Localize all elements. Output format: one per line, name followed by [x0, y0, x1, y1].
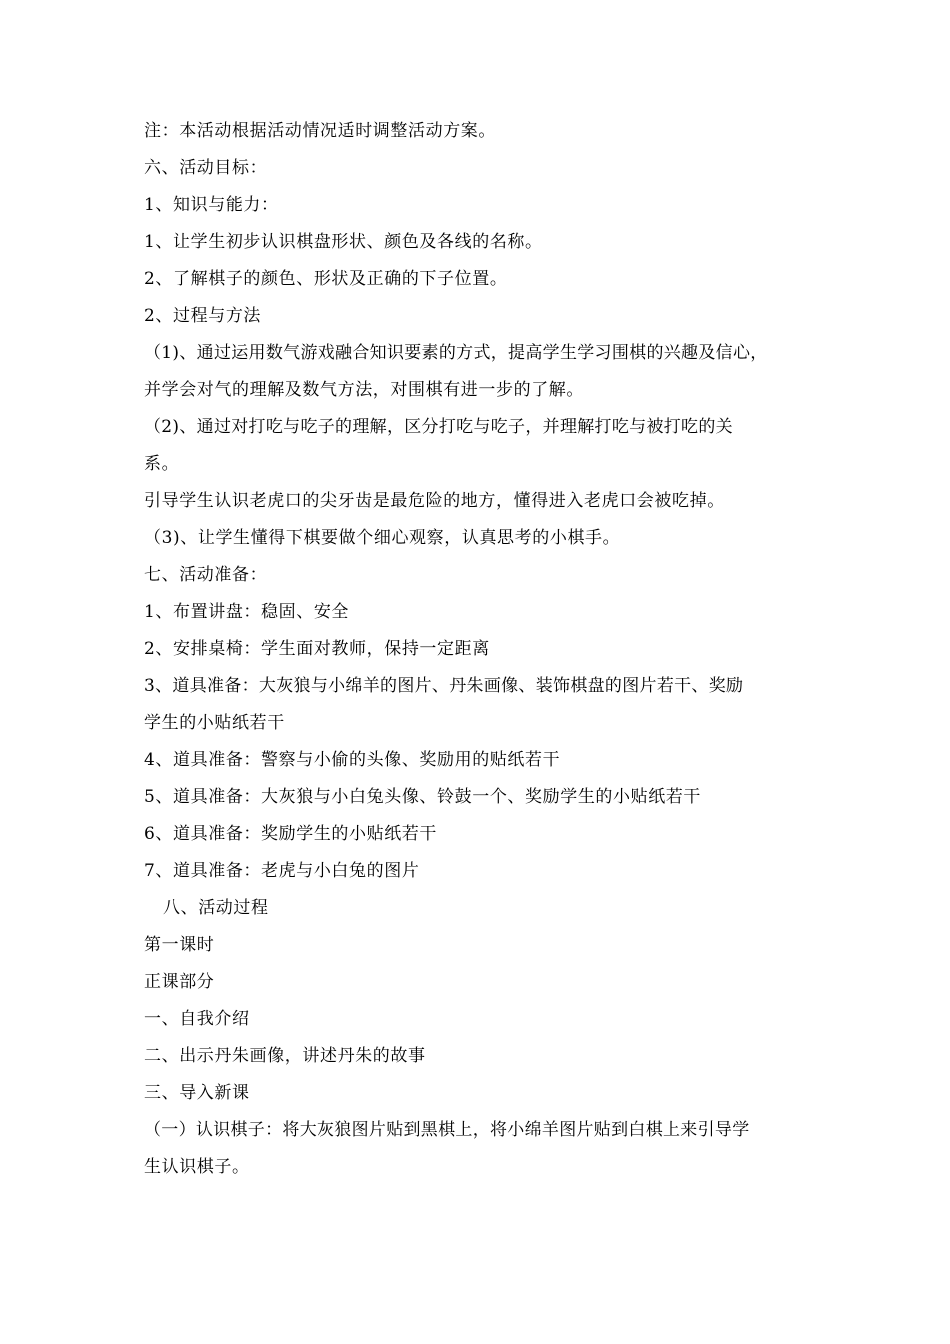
text-line: （2)、通过对打吃与吃子的理解，区分打吃与吃子，并理解打吃与被打吃的关 — [144, 417, 733, 437]
text-line: 1、布置讲盘：稳固、安全 — [144, 602, 350, 622]
subsection-heading: 1、知识与能力： — [144, 195, 279, 215]
text-line: （1)、通过运用数气游戏融合知识要素的方式，提高学生学习围棋的兴趣及信心， — [144, 343, 768, 363]
text-line: 生认识棋子。 — [144, 1157, 250, 1177]
text-line: 并学会对气的理解及数气方法，对围棋有进一步的了解。 — [144, 380, 584, 400]
text-line: 3、道具准备：大灰狼与小绵羊的图片、丹朱画像、装饰棋盘的图片若干、奖励 — [144, 676, 744, 696]
text-line: 引导学生认识老虎口的尖牙齿是最危险的地方，懂得进入老虎口会被吃掉。 — [144, 491, 725, 511]
text-line: 三、导入新课 — [144, 1083, 250, 1103]
text-line: 注：本活动根据活动情况适时调整活动方案。 — [144, 121, 496, 141]
text-line: 正课部分 — [144, 972, 215, 992]
text-line: 一、自我介绍 — [144, 1009, 250, 1029]
text-line: 2、安排桌椅：学生面对教师，保持一定距离 — [144, 639, 490, 659]
text-line: 系。 — [144, 454, 180, 474]
text-line: 7、道具准备：老虎与小白兔的图片 — [144, 861, 420, 881]
text-line: 2、了解棋子的颜色、形状及正确的下子位置。 — [144, 269, 508, 289]
text-line: 6、道具准备：奖励学生的小贴纸若干 — [144, 824, 438, 844]
text-line: 第一课时 — [144, 935, 215, 955]
subsection-heading: 2、过程与方法 — [144, 306, 262, 326]
text-line: 4、道具准备：警察与小偷的头像、奖励用的贴纸若干 — [144, 750, 561, 770]
text-line: 5、道具准备：大灰狼与小白兔头像、铃鼓一个、奖励学生的小贴纸若干 — [144, 787, 702, 807]
text-line: 二、出示丹朱画像，讲述丹朱的故事 — [144, 1046, 426, 1066]
text-line: （一）认识棋子：将大灰狼图片贴到黑棋上，将小绵羊图片贴到白棋上来引导学 — [144, 1120, 750, 1140]
section-heading: 七、活动准备： — [144, 565, 268, 585]
text-line: 1、让学生初步认识棋盘形状、颜色及各线的名称。 — [144, 232, 543, 252]
text-line: 学生的小贴纸若干 — [144, 713, 285, 733]
section-heading: 六、活动目标： — [144, 158, 268, 178]
document-page — [144, 113, 824, 1186]
text-line: （3)、让学生懂得下棋要做个细心观察，认真思考的小棋手。 — [144, 528, 621, 548]
section-heading: 八、活动过程 — [163, 898, 269, 918]
